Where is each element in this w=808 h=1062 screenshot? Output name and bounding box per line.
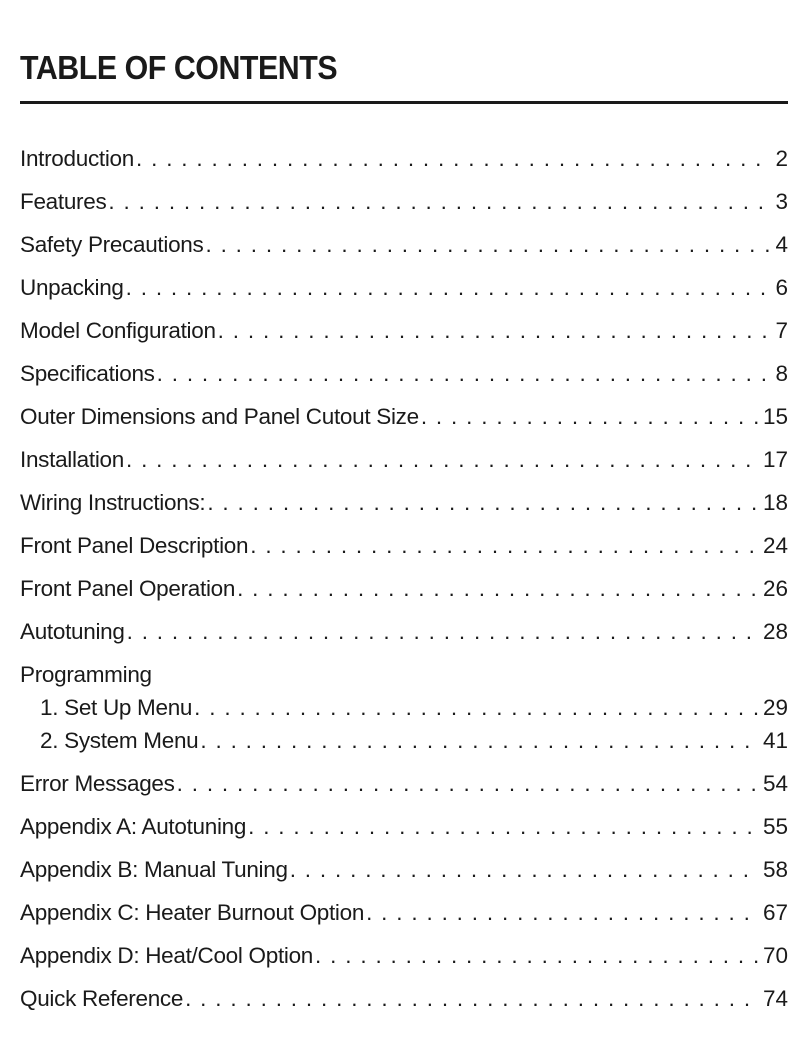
dot-leader	[155, 357, 772, 391]
dot-leader	[192, 691, 759, 725]
toc-entry-page: 18	[762, 490, 788, 515]
toc-entry-label: Front Panel Description	[20, 533, 249, 558]
toc-entry-page: 26	[762, 576, 788, 601]
toc-entry-outer-dimensions[interactable]	[20, 400, 788, 434]
toc-entry-specifications[interactable]	[20, 357, 788, 391]
document-page	[20, 0, 788, 1062]
dot-leader	[106, 185, 771, 219]
dot-leader	[205, 486, 759, 520]
toc-entry-label: Wiring Instructions:	[20, 490, 206, 515]
toc-entry-label: Appendix A: Autotuning	[20, 814, 247, 839]
toc-entry-label: Unpacking	[20, 275, 124, 300]
toc-entry-page: 3	[775, 189, 788, 214]
toc-entry-label: Appendix B: Manual Tuning	[20, 857, 288, 882]
toc-entry-appendix-b[interactable]	[20, 853, 788, 887]
toc-entry-label: Installation	[20, 447, 124, 472]
toc-entry-system-menu[interactable]	[40, 724, 788, 758]
dot-leader	[134, 142, 772, 176]
toc-entry-page: 7	[775, 318, 788, 343]
toc-entry-page: 17	[762, 447, 788, 472]
toc-entry-quick-reference[interactable]	[20, 982, 788, 1016]
toc-entry-page: 55	[762, 814, 788, 839]
dot-leader	[246, 810, 759, 844]
dot-leader	[203, 228, 771, 262]
toc-entry-front-panel-description[interactable]	[20, 529, 788, 563]
toc-entry-features[interactable]	[20, 185, 788, 219]
toc-entry-label: 2. System Menu	[40, 728, 199, 753]
toc-entry-appendix-d[interactable]	[20, 939, 788, 973]
toc-entry-front-panel-operation[interactable]	[20, 572, 788, 606]
toc-entry-page: 41	[762, 728, 788, 753]
toc-entry-safety-precautions[interactable]	[20, 228, 788, 262]
dot-leader	[198, 724, 759, 758]
toc-entry-page: 54	[762, 771, 788, 796]
toc-entry-page: 70	[762, 943, 788, 968]
toc-entry-label: Features	[20, 189, 107, 214]
toc-entry-appendix-a[interactable]	[20, 810, 788, 844]
toc-entry-label: Safety Precautions	[20, 232, 204, 257]
toc-entry-page: 67	[762, 900, 788, 925]
dot-leader	[364, 896, 759, 930]
toc-entry-error-messages[interactable]	[20, 767, 788, 801]
toc-entry-label: 1. Set Up Menu	[40, 695, 193, 720]
toc-entry-introduction[interactable]	[20, 142, 788, 176]
toc-entry-label: Autotuning	[20, 619, 125, 644]
toc-entry-appendix-c[interactable]	[20, 896, 788, 930]
dot-leader	[216, 314, 772, 348]
toc-entry-label: Error Messages	[20, 771, 175, 796]
toc-entry-label: Outer Dimensions and Panel Cutout Size	[20, 404, 419, 429]
toc-entry-page: 28	[762, 619, 788, 644]
dot-leader	[175, 767, 759, 801]
toc-entry-page: 2	[775, 146, 788, 171]
dot-leader	[313, 939, 759, 973]
toc-section-programming[interactable]: Programming	[20, 662, 152, 687]
toc-entry-installation[interactable]	[20, 443, 788, 477]
toc-entry-page: 4	[775, 232, 788, 257]
toc-entry-page: 8	[775, 361, 788, 386]
toc-entry-autotuning[interactable]	[20, 615, 788, 649]
dot-leader	[183, 982, 759, 1016]
dot-leader	[288, 853, 759, 887]
dot-leader	[125, 615, 759, 649]
toc-entry-page: 24	[762, 533, 788, 558]
toc-entry-model-configuration[interactable]	[20, 314, 788, 348]
dot-leader	[248, 529, 759, 563]
toc-entry-page: 74	[762, 986, 788, 1011]
toc-entry-label: Quick Reference	[20, 986, 184, 1011]
toc-entry-wiring-instructions[interactable]	[20, 486, 788, 520]
toc-entry-set-up-menu[interactable]	[40, 691, 788, 725]
page-title: TABLE OF CONTENTS	[20, 49, 338, 86]
toc-entry-unpacking[interactable]	[20, 271, 788, 305]
toc-entry-page: 58	[762, 857, 788, 882]
toc-entry-label: Appendix C: Heater Burnout Option	[20, 900, 365, 925]
toc-entry-label: Front Panel Operation	[20, 576, 236, 601]
title-divider	[20, 101, 788, 104]
dot-leader	[124, 271, 772, 305]
toc-entry-page: 29	[762, 695, 788, 720]
toc-entry-page: 15	[762, 404, 788, 429]
toc-entry-page: 6	[775, 275, 788, 300]
dot-leader	[235, 572, 759, 606]
dot-leader	[124, 443, 759, 477]
toc-entry-label: Specifications	[20, 361, 155, 386]
toc-entry-label: Appendix D: Heat/Cool Option	[20, 943, 314, 968]
toc-entry-label: Model Configuration	[20, 318, 216, 343]
toc-entry-label: Introduction	[20, 146, 134, 171]
dot-leader	[419, 400, 759, 434]
